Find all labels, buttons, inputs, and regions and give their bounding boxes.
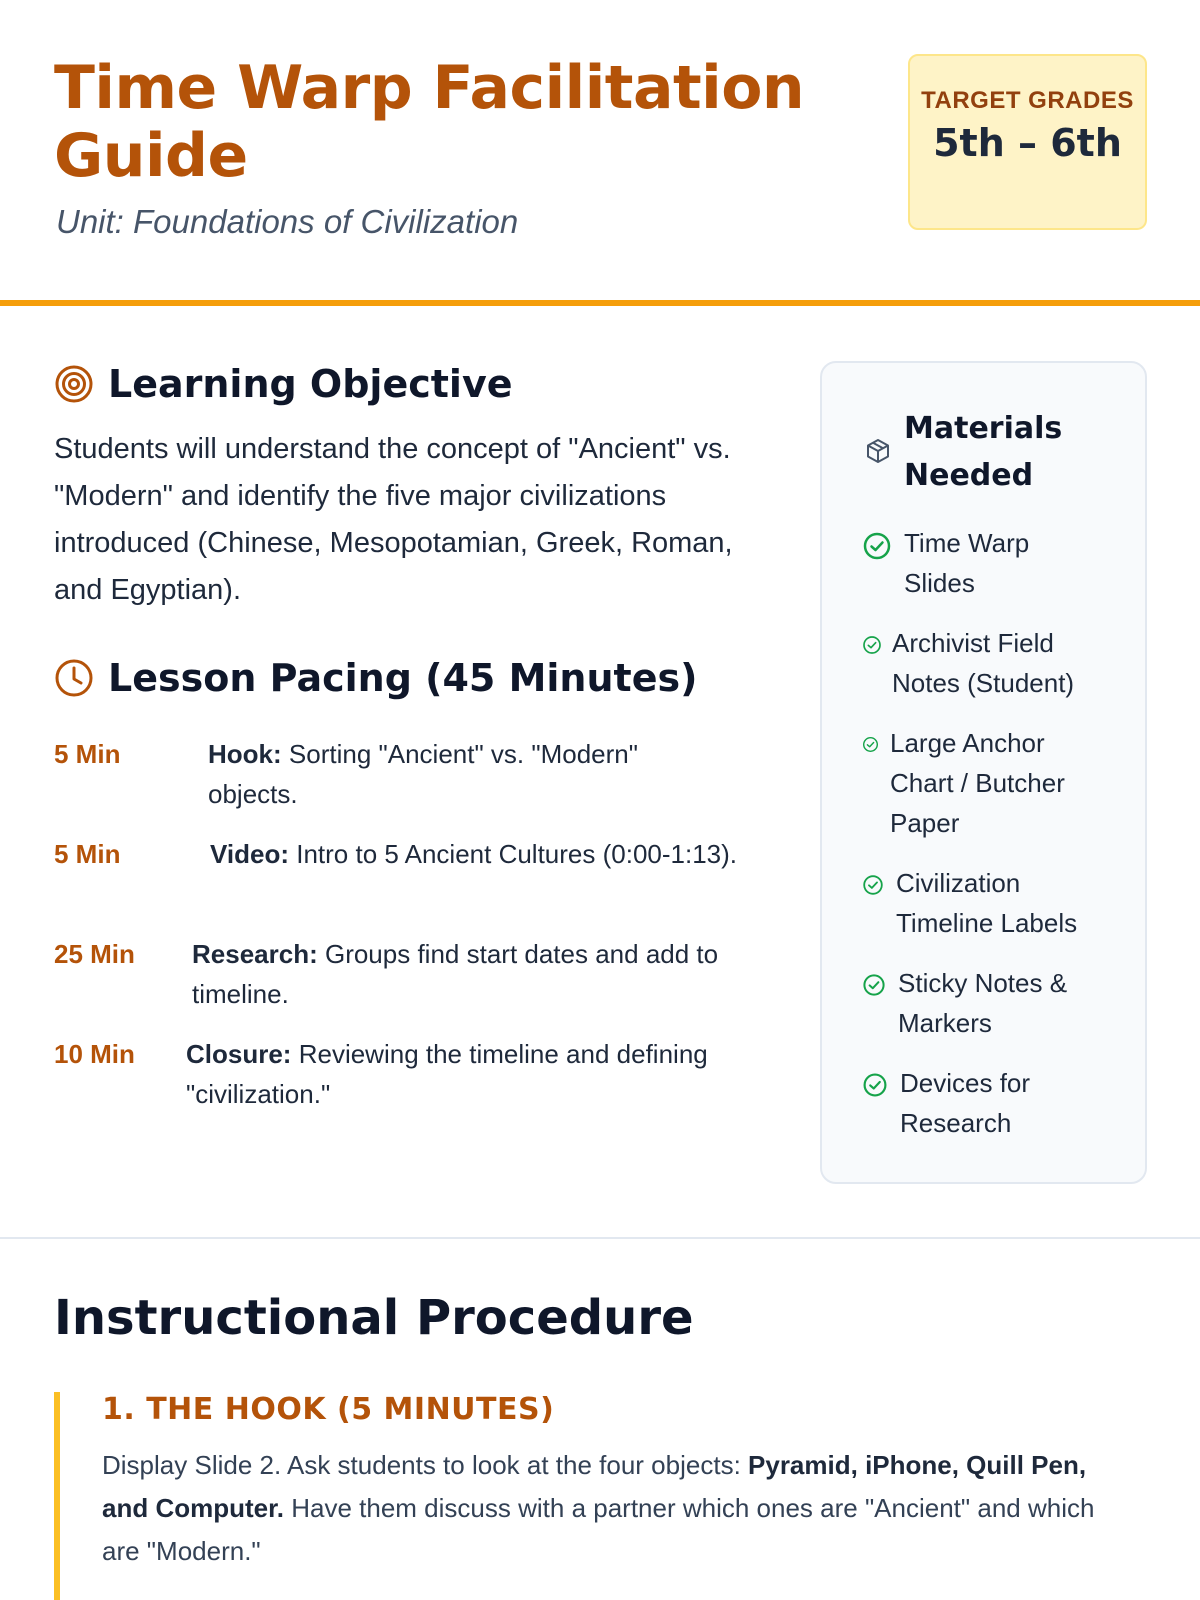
check-circle-icon: [862, 736, 879, 753]
check-circle-icon: [862, 973, 886, 997]
step-text-objects: Pyramid, iPhone, Quill Pen, and Computer.: [102, 1450, 1087, 1523]
pacing-text: Groups find start dates and add to timeline.: [192, 939, 719, 1009]
pacing-description: [208, 734, 728, 814]
lesson-pacing-heading: [54, 656, 697, 700]
pacing-description: [192, 934, 772, 1014]
materials-item-text: Civilization Timeline Labels: [896, 868, 1078, 938]
pacing-time: 5 Min: [54, 839, 121, 869]
unit-subtitle: Unit: Foundations of Civilization: [56, 203, 519, 240]
pacing-description: [186, 1034, 766, 1114]
materials-list-item: [862, 723, 1132, 847]
pacing-label: Hook:: [208, 739, 282, 769]
materials-heading: Materials Needed: [904, 411, 1063, 493]
materials-item-text: Sticky Notes & Markers: [898, 968, 1068, 1038]
pacing-label: Video:: [210, 839, 289, 869]
target-grades-label-text: TARGET GRADES: [921, 87, 1134, 114]
check-circle-icon: [862, 874, 884, 896]
step-text-instruction: Have them discuss with a partner which ones are "Ancient" and which are "Modern.": [102, 1493, 1095, 1566]
clock-icon: [54, 658, 94, 698]
pacing-row: [54, 934, 774, 1024]
materials-item-text: Time Warp Slides: [904, 528, 1030, 598]
pacing-label: Closure:: [186, 1039, 292, 1069]
learning-objective-heading-text: Learning Objective: [108, 362, 513, 406]
pacing-time: 10 Min: [54, 1039, 135, 1069]
pacing-text: Intro to 5 Ancient Cultures (0:00-1:13).: [296, 839, 738, 869]
target-grades-value: 5th – 6th: [933, 121, 1122, 165]
box-icon: [864, 437, 892, 465]
pacing-label: Research:: [192, 939, 318, 969]
step-text-intro: Display Slide 2. Ask students to look at the four objects:: [102, 1450, 749, 1480]
learning-objective-heading: [54, 362, 513, 406]
pacing-row: [54, 834, 774, 924]
lesson-pacing-heading-text: Lesson Pacing (45 Minutes): [108, 656, 698, 700]
procedure-heading: Instructional Procedure: [54, 1290, 694, 1346]
step-text: [102, 1444, 1122, 1573]
materials-item-text: Large Anchor Chart / Butcher Paper: [890, 728, 1065, 838]
pacing-time: 5 Min: [54, 739, 121, 769]
pacing-text: Reviewing the timeline and defining "civilization.": [186, 1039, 708, 1109]
materials-card: [820, 361, 1147, 1184]
pacing-text: Sorting "Ancient" vs. "Modern" objects.: [208, 739, 638, 809]
target-grades-badge: [908, 54, 1147, 230]
pacing-description: [210, 834, 740, 874]
target-icon: [54, 364, 94, 404]
check-circle-icon: [862, 1072, 888, 1098]
materials-list-item: [862, 623, 1132, 707]
step-title: 1. THE HOOK (5 MINUTES): [102, 1392, 555, 1427]
pacing-row: [54, 734, 774, 824]
check-circle-icon: [862, 635, 882, 655]
target-grades-label: [910, 84, 1145, 118]
learning-objective-text: Students will understand the concept of "Ancient" vs. "Modern" and identify the five major civilizations introduced (Chinese, Mesopotamian, Greek, Roman, and Egyptian).: [54, 433, 733, 606]
procedure-step-hook: [54, 1392, 1154, 1600]
check-circle-icon: [862, 531, 892, 561]
materials-list-item: [862, 963, 1132, 1047]
materials-item-text: Devices for Research: [900, 1068, 1031, 1138]
page-title: Time Warp Facilitation Guide: [54, 53, 805, 191]
page-header: [0, 0, 1200, 306]
materials-list-item: [862, 863, 1132, 947]
pacing-time: 25 Min: [54, 939, 135, 969]
materials-list-item: [862, 1063, 1132, 1147]
materials-list-item: [862, 523, 1132, 607]
section-divider: [0, 1237, 1200, 1239]
materials-item-text: Archivist Field Notes (Student): [892, 628, 1075, 698]
pacing-row: [54, 1034, 774, 1124]
